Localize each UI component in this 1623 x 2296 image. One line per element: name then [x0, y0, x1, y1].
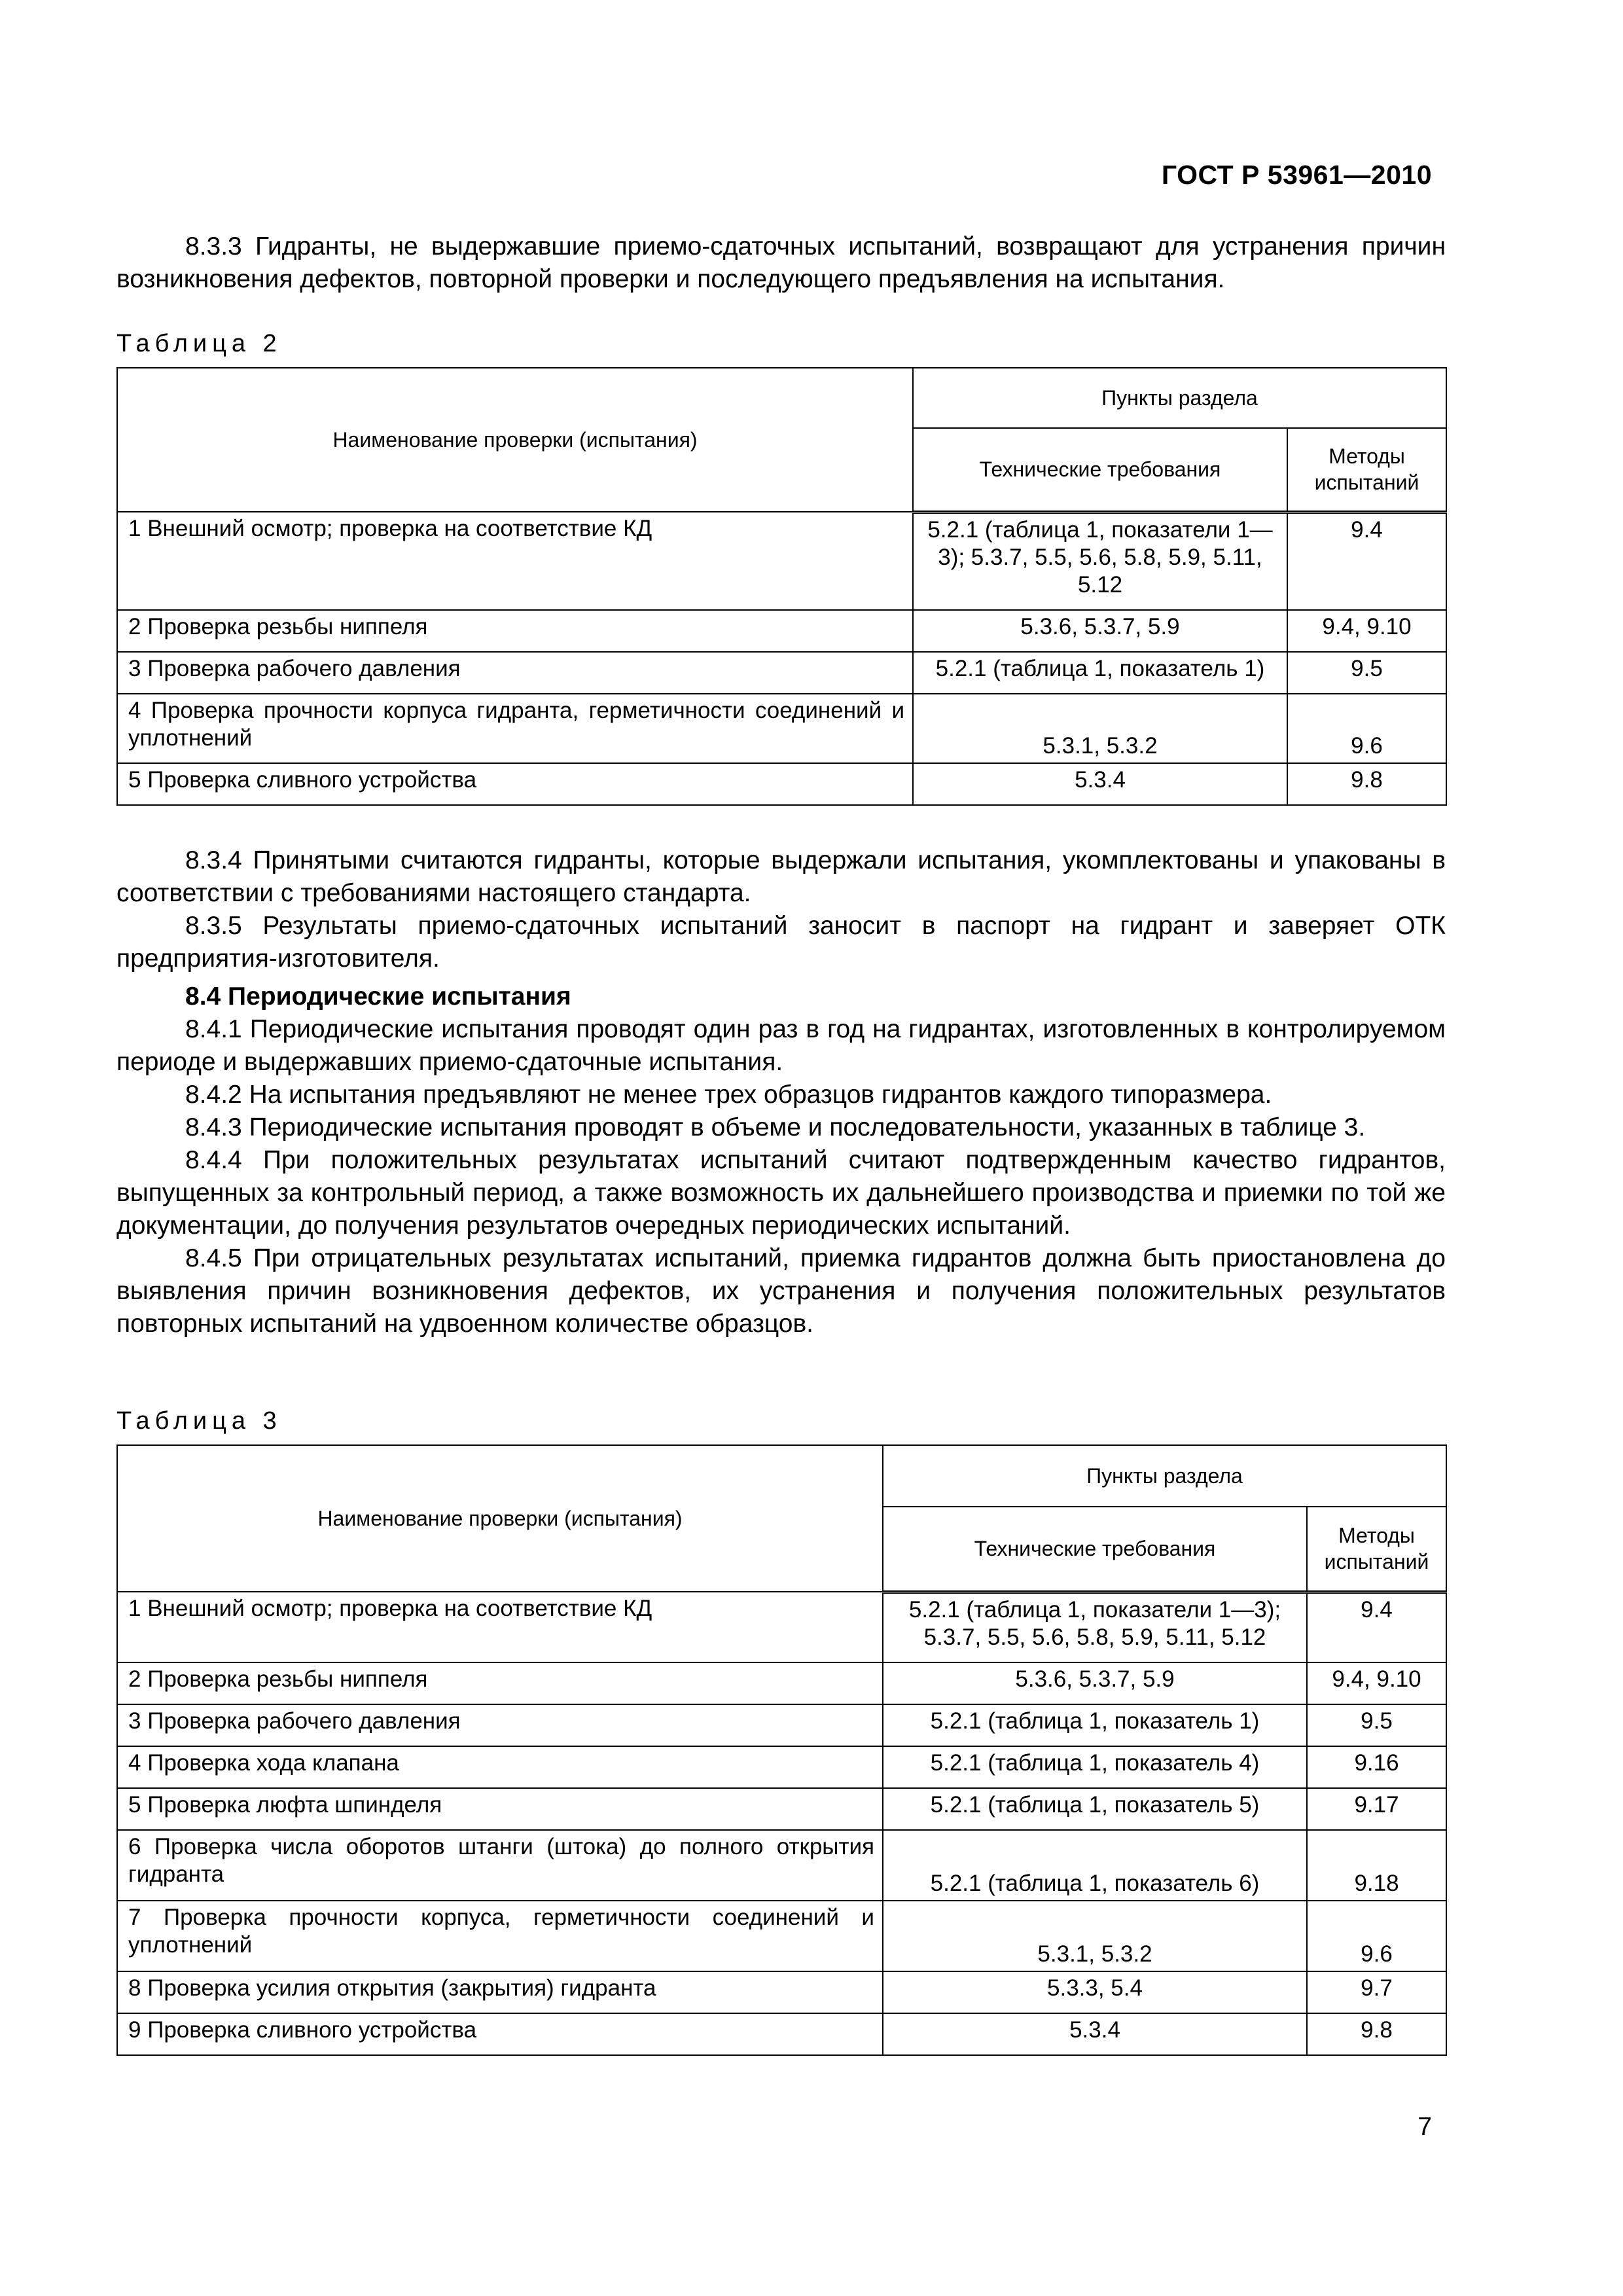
table-row: [117, 652, 1446, 694]
table-cell-methods: 9.18: [1307, 1830, 1446, 1901]
table-cell-tech: 5.2.1 (таблица 1, показатель 6): [883, 1830, 1307, 1901]
table-cell-name: 1 Внешний осмотр; проверка на соответствие КД: [117, 512, 913, 610]
table-cell-name: 4 Проверка прочности корпуса гидранта, герметичности соединений и уплотнений: [117, 694, 913, 763]
table-cell-methods: 9.4: [1287, 512, 1446, 610]
table-cell-methods: 9.7: [1307, 1971, 1446, 2013]
table-cell-name: 5 Проверка люфта шпинделя: [117, 1788, 883, 1830]
paragraph-8-4-1: 8.4.1 Периодические испытания проводят один раз в год на гидрантах, изготовленных в контролируемом периоде и выдержавших приемо-сдаточные испытания.: [116, 1015, 1446, 1076]
table-row: [117, 694, 1446, 763]
table-2-col-name-header: Наименование проверки (испытания): [117, 368, 913, 512]
table-cell-tech: 5.2.1 (таблица 1, показатель 5): [883, 1788, 1307, 1830]
table-cell-name: 2 Проверка резьбы ниппеля: [117, 1662, 883, 1704]
table-row: [117, 2013, 1446, 2055]
table-row: [117, 1901, 1446, 1971]
table-row: [117, 1592, 1446, 1662]
table-cell-methods: 9.4, 9.10: [1307, 1662, 1446, 1704]
paragraph-8-4-2: 8.4.2 На испытания предъявляют не менее трех образцов гидрантов каждого типоразмера.: [185, 1081, 1272, 1109]
table-cell-tech: 5.2.1 (таблица 1, показатели 1—3); 5.3.7, 5.5, 5.6, 5.8, 5.9, 5.11, 5.12: [883, 1592, 1307, 1662]
table-row: [117, 1971, 1446, 2013]
document-code-header: ГОСТ Р 53961—2010: [1161, 160, 1432, 190]
table-row: [117, 610, 1446, 652]
table-cell-name: 1 Внешний осмотр; проверка на соответствие КД: [117, 1592, 883, 1662]
table-3: [116, 1444, 1447, 2056]
table-cell-name: 9 Проверка сливного устройства: [117, 2013, 883, 2055]
table-cell-tech: 5.3.6, 5.3.7, 5.9: [883, 1662, 1307, 1704]
paragraph-8-4-4: 8.4.4 При положительных результатах испытаний считают подтвержденным качество гидрантов, выпущенных за контрольный период, а также возможность их дальнейшего производства и приемки по той же документации, до получения результатов очередных периодических испытаний.: [116, 1146, 1446, 1240]
table-row: [117, 1830, 1446, 1901]
table-row: [117, 512, 1446, 610]
table-cell-name: 3 Проверка рабочего давления: [117, 652, 913, 694]
table-2-header-row-1: [117, 368, 1446, 428]
table-cell-methods: 9.8: [1287, 763, 1446, 805]
table-cell-tech: 5.3.1, 5.3.2: [883, 1901, 1307, 1971]
table-cell-tech: 5.2.1 (таблица 1, показатель 1): [913, 652, 1287, 694]
table-cell-tech: 5.2.1 (таблица 1, показатель 4): [883, 1746, 1307, 1788]
table-cell-name: 8 Проверка усилия открытия (закрытия) гидранта: [117, 1971, 883, 2013]
table-row: [117, 1746, 1446, 1788]
page-number: 7: [1418, 2113, 1432, 2141]
table-cell-name: 3 Проверка рабочего давления: [117, 1704, 883, 1746]
table-cell-tech: 5.2.1 (таблица 1, показатели 1—3); 5.3.7, 5.5, 5.6, 5.8, 5.9, 5.11, 5.12: [913, 512, 1287, 610]
table-cell-name: 4 Проверка хода клапана: [117, 1746, 883, 1788]
table-row: [117, 763, 1446, 805]
paragraph-8-3-5: 8.3.5 Результаты приемо-сдаточных испытаний заносит в паспорт на гидрант и заверяет ОТК предприятия-изготовителя.: [116, 912, 1446, 973]
table-cell-tech: 5.3.4: [913, 763, 1287, 805]
table-cell-tech: 5.3.3, 5.4: [883, 1971, 1307, 2013]
table-3-caption: Таблица 3: [116, 1407, 282, 1435]
table-3-col-name-header: Наименование проверки (испытания): [117, 1445, 883, 1592]
table-cell-methods: 9.4: [1307, 1592, 1446, 1662]
table-2-col-tech-header: Технические требования: [913, 428, 1287, 512]
table-cell-name: 2 Проверка резьбы ниппеля: [117, 610, 913, 652]
table-3-col-group-header: Пункты раздела: [883, 1445, 1446, 1507]
table-cell-methods: 9.6: [1287, 694, 1446, 763]
block-table-3: [116, 1407, 1446, 2056]
table-3-col-tech-header: Технические требования: [883, 1507, 1307, 1592]
table-cell-methods: 9.5: [1287, 652, 1446, 694]
table-cell-name: 5 Проверка сливного устройства: [117, 763, 913, 805]
table-cell-methods: 9.8: [1307, 2013, 1446, 2055]
table-cell-methods: 9.17: [1307, 1788, 1446, 1830]
table-cell-name: 6 Проверка числа оборотов штанги (штока) до полного открытия гидранта: [117, 1830, 883, 1901]
paragraph-8-3-4: 8.3.4 Принятыми считаются гидранты, которые выдержали испытания, укомплектованы и упакованы в соответствии с требованиями настоящего стандарта.: [116, 846, 1446, 907]
table-cell-methods: 9.6: [1307, 1901, 1446, 1971]
block-833: [116, 230, 1446, 806]
table-cell-tech: 5.3.4: [883, 2013, 1307, 2055]
table-cell-methods: 9.16: [1307, 1746, 1446, 1788]
table-3-header-row-1: [117, 1445, 1446, 1507]
table-2-col-methods-header: Методы испытаний: [1287, 428, 1446, 512]
table-cell-name: 7 Проверка прочности корпуса, герметичности соединений и уплотнений: [117, 1901, 883, 1971]
paragraph-8-4-3: 8.4.3 Периодические испытания проводят в объеме и последовательности, указанных в таблице 3.: [185, 1113, 1366, 1141]
table-row: [117, 1704, 1446, 1746]
table-cell-methods: 9.4, 9.10: [1287, 610, 1446, 652]
table-cell-tech: 5.2.1 (таблица 1, показатель 1): [883, 1704, 1307, 1746]
paragraph-8-4-5: 8.4.5 При отрицательных результатах испытаний, приемка гидрантов должна быть приостановлена до выявления причин возникновения дефектов, их устранения и получения положительных результатов повторных испытаний на удвоенном количестве образцов.: [116, 1244, 1446, 1338]
paragraph-8-3-3: 8.3.3 Гидранты, не выдержавшие приемо-сдаточных испытаний, возвращают для устранения причин возникновения дефектов, повторной проверки и последующего предъявления на испытания.: [116, 232, 1446, 293]
table-2-col-group-header: Пункты раздела: [913, 368, 1446, 428]
table-2: [116, 367, 1447, 806]
block-834-845: [116, 844, 1446, 1340]
table-row: [117, 1662, 1446, 1704]
table-cell-tech: 5.3.6, 5.3.7, 5.9: [913, 610, 1287, 652]
table-row: [117, 1788, 1446, 1830]
table-2-caption: Таблица 2: [116, 330, 282, 357]
table-3-col-methods-header: Методы испытаний: [1307, 1507, 1446, 1592]
section-8-4-title: 8.4 Периодические испытания: [185, 982, 571, 1011]
table-cell-methods: 9.5: [1307, 1704, 1446, 1746]
table-cell-tech: 5.3.1, 5.3.2: [913, 694, 1287, 763]
